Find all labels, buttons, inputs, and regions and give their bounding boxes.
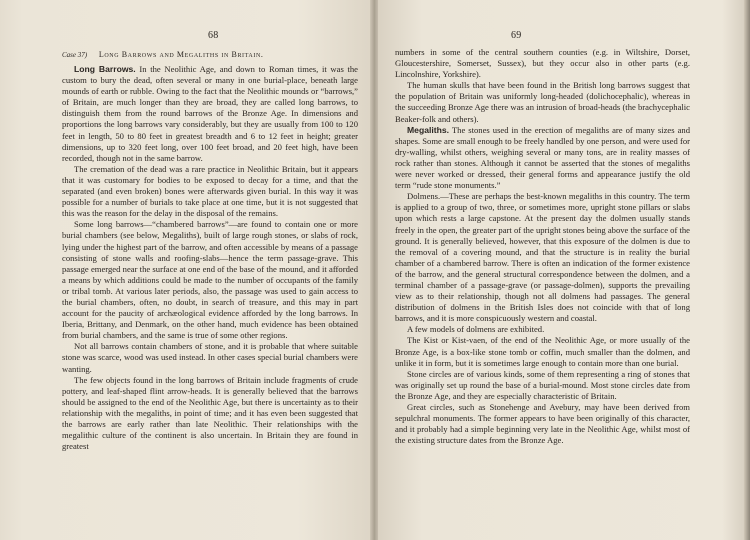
paragraph-text: The Kist or Kist-vaen, of the end of the Neolithic Age, or more usually of the Bronze Age, is a box-like stone tomb or coffin, much smaller than the dolmen, and unlike it in form, but it is sometimes large enough to contain more than one burial. <box>395 335 690 368</box>
right-page-body <box>395 47 690 446</box>
paragraph-text: The cremation of the dead was a rare practice in Neolithic Britain, but it appears that it was customary for bodies to be exposed to decay for a time, and that the separated (and even broken) bones were afterwards given burial. In this way it was possible for a number of burials to take place at one time, but it is not suggested that this was the reason for the delay in the disposal of the remains. <box>62 163 358 219</box>
paragraph-text: The human skulls that have been found in the British long barrows suggest that the population of Britain was uniformly long-headed (dolichocephalic), whereas in the succeeding Bronze Age there was an intrusion of broad-heads (the brachycephalic Beaker-folk and others). <box>395 80 690 124</box>
paragraph <box>62 164 358 219</box>
paragraph-text: Dolmens.—These are perhaps the best-known megaliths in this country. The term is applied to a group of two, three, or sometimes more, upright stone pillars or slabs upon which rests a large capstone. At the present day the dolmen usually stands freely in the open, the greater part of the upright stones being above the surface of the ground. It is generally believed, however, that this exposure of the dolmen is due to the removal of a covering mound, and that the structure is in reality the burial chamber of a chambered barrow. There is often an indication of the former existence of the barrow, and the general structural correspondence between the dolmen, and a terminal chamber of a passage-grave (or passage-dolmen), supports the prevailing view as to their relationship, though not all dolmens had passages. The general distribution of dolmens in the British Isles does not coincide with that of long barrows, and it is more conspicuously western and coastal. <box>395 191 690 324</box>
paragraph <box>62 64 358 164</box>
left-page <box>0 0 372 540</box>
paragraph-text: Not all barrows contain chambers of stone, and it is probable that where suitable stone was scarce, wood was used instead. In other cases special burial chambers were wanting. <box>62 341 358 374</box>
paragraph <box>395 191 690 324</box>
paragraph <box>395 80 690 124</box>
paragraph-text: Some long barrows—“chambered barrows”—are found to contain one or more burial chambers (see below, Megaliths), built of large rough stones, or slabs of rock, lying under the highest part of the barrow, and often accessible by means of a passage consisting of stone walls and roofing-slabs—hence the term passage-grave. This passage emerged near the surface at one end of the base of the mound, and it afforded a means by which additions could be made to the number of occupants of the family or tribal tomb. At various later periods, also, the passage was used to gain access to the burial chambers, often, no doubt, in search of treasure, and this may in part account for the paucity of archæological evidence afforded by the long barrows. In Iberia, Brittany, and Denmark, on the other hand, much evidence has been obtained from burial chambers, and the same is true of some other regions. <box>62 219 358 341</box>
page-number-right: 69 <box>511 30 522 41</box>
paragraph <box>395 369 690 402</box>
paragraph-text: In the Neolithic Age, and down to Roman times, it was the custom to bury the dead, often several or many in one burial-place, beneath large mounds of earth or rubble. Owing to the fact that the Neolithic mounds or “barrows,” of Britain, are much longer than they are broad, they are called long barrows, to distinguish them from the round barrows of the Bronze Age. In dimensions and proportions the long barrows vary considerably, but they are usually from 100 to 120 feet in length, 50 to 80 feet in greatest breadth and 6 to 12 feet in height; greater dimensions, up to 320 feet long, over 100 feet broad, and 20 feet high, have been recorded, though not in the same barrow. <box>62 64 358 163</box>
page-number-left: 68 <box>208 30 219 41</box>
paragraph-text: numbers in some of the central southern counties (e.g. in Wiltshire, Dorset, Gloucestershire, Somerset, Sussex), but they occur also in other parts (e.g. Lincolnshire, Yorkshire). <box>395 47 690 80</box>
page-edge <box>744 0 750 540</box>
running-title: Long Barrows and Megaliths in Britain. <box>98 50 264 59</box>
paragraph <box>395 335 690 368</box>
paragraph <box>395 402 690 446</box>
paragraph-heading: Long Barrows. <box>74 64 136 74</box>
paragraph <box>62 341 358 374</box>
left-page-body <box>62 64 358 452</box>
paragraph-text: Great circles, such as Stonehenge and Avebury, may have been derived from sepulchral monuments. The former appears to have been originally of this character, and it probably had a simple beginning very late in the Neolithic Age, whilst most of the existing structure dates from the Bronze Age. <box>395 402 690 446</box>
paragraph <box>395 125 690 192</box>
paragraph-text: The few objects found in the long barrows of Britain include fragments of crude pottery, and leaf-shaped flint arrow-heads. It is generally believed that the barrows should be assigned to the end of the Neolithic Age, but there is uncertainty as to their relationship with the megaliths, in point of time; and it has even been suggested that the barrows are early rather than late Neolithic. Their relationships with the megalithic culture of the continent is also uncertain. In Britain they are found in greatest <box>62 374 358 452</box>
paragraph <box>62 375 358 453</box>
paragraph-text: Stone circles are of various kinds, some of them representing a ring of stones that was originally set up round the base of a burial-mound. Most stone circles date from the Bronze Age, and they are especially characteristic of Britain. <box>395 368 690 401</box>
running-head <box>62 50 352 59</box>
paragraph-heading: Megaliths. <box>407 124 450 135</box>
section-reference: Case 37) <box>62 51 88 59</box>
paragraph <box>395 47 690 80</box>
paragraph <box>395 324 690 335</box>
paragraph <box>62 219 358 341</box>
paragraph-text: The stones used in the erection of megaliths are of many sizes and shapes. Some are small enough to be freely handled by one person, and were used for dry-walling, whilst others, weighing several or many tons, are in reality masses of rock rather than stones. Although it cannot be asserted that the stones of megaliths were never worked or dressed, their general forms and appearance justify the old term “rude stone monuments.” <box>395 124 690 191</box>
paragraph-text: A few models of dolmens are exhibited. <box>407 324 545 335</box>
